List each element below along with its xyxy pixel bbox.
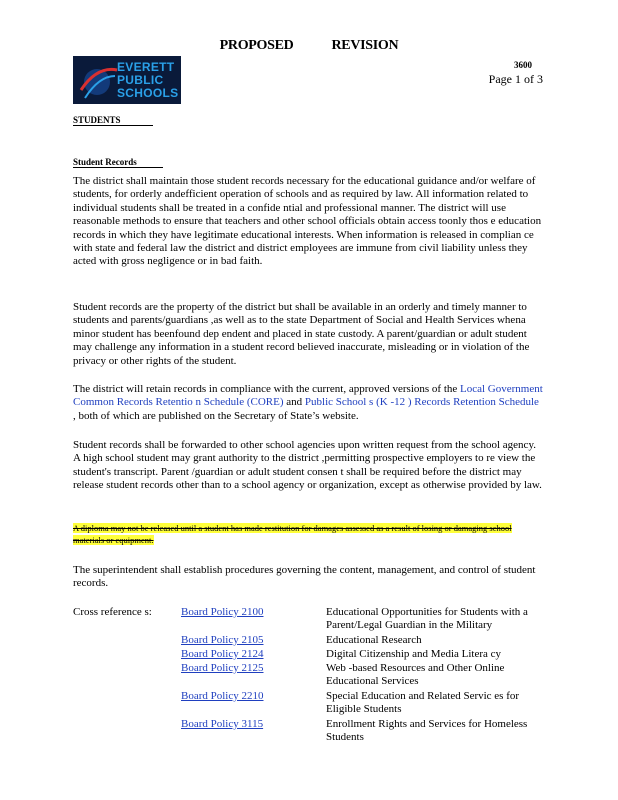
title-revision: REVISION (331, 38, 399, 53)
board-policy-2124-link[interactable]: Board Policy 2124 (181, 648, 264, 660)
cross-reference-description: Educational Research (326, 634, 422, 646)
paragraph-2: Student records are the property of the district but shall be available in an orderly and timely manner to students and parents/guardians ,as well as to the state Department of Social and Health Services whena minor student has beenfound dep endent and placed in state custody. A parent/guardian or adult student may challenge any information in a student record believed inaccurate, misleading or in violation of the privacy or other rights of the student. (73, 301, 530, 367)
paragraph-1: The district shall maintain those student records necessary for the educational guidance and/or welfare of students, for orderly andefficient operation of schools and as required by law. All information related to individual students shall be treated in a confide ntial and professional manner. The district will use reasonable methods to ensure that teachers and other school officials obtain access toonly thos e education records in which they have legitimate educational interests. When information is released in complian ce with state and federal law the district and district employees are immune from civil liability unless they acted with gross negligence or in bad faith. (73, 175, 542, 268)
subheading: Student Records (73, 157, 163, 168)
p3-text-before: The district will retain records in compliance with the current, approved versions of the (73, 383, 461, 395)
globe-swoosh-icon (79, 60, 119, 100)
paragraph-3 (73, 383, 543, 423)
k12-schedule-link[interactable]: Public School s (K -12 ) Records Retention Schedule (304, 396, 539, 409)
cross-reference-label: Cross reference s: (73, 606, 152, 618)
board-policy-2210-link[interactable]: Board Policy 2210 (181, 690, 264, 702)
section-heading: STUDENTS (73, 115, 153, 126)
paragraph-4: Student records shall be forwarded to other school agencies upon written request from the school agency. A high school student may grant authority to the district ,permitting prospective employers to re view the student's transcript. Parent /guardian or adult student consen t shall be required before the district may release student records other than to a school agency or organization, except as otherwise provided by law. (73, 439, 542, 492)
document-title (0, 38, 618, 54)
core-schedule-link[interactable]: Local Government Common Records Retentio n Schedule (CORE) (73, 383, 543, 409)
cross-reference-description: Digital Citizenship and Media Litera cy (326, 648, 502, 660)
cross-reference-description: Web -based Resources and Other Online Educational Services (326, 662, 505, 688)
paragraph-6: The superintendent shall establish procedures governing the content, management, and control of student records. (73, 564, 536, 590)
p3-text-mid: and (283, 396, 305, 409)
board-policy-2100-link[interactable]: Board Policy 2100 (181, 606, 264, 618)
cross-reference-description: Special Education and Related Servic es for Eligible Students (326, 690, 520, 716)
everett-public-schools-logo (73, 56, 181, 104)
board-policy-2105-link[interactable]: Board Policy 2105 (181, 634, 264, 646)
page-number: Page 1 of 3 (488, 72, 543, 86)
title-proposed: PROPOSED (219, 38, 294, 53)
p3-text-after: , both of which are published on the Secretary of State’s website. (73, 409, 359, 422)
logo-word-3: SCHOOLS (117, 86, 179, 100)
cross-reference-description: Educational Opportunities for Students with a Parent/Legal Guardian in the Military (326, 606, 528, 632)
policy-number: 3600 (514, 60, 532, 70)
board-policy-2125-link[interactable]: Board Policy 2125 (181, 662, 264, 674)
cross-reference-description: Enrollment Rights and Services for Homeless Students (326, 718, 528, 744)
logo-word-1: EVERETT (117, 60, 175, 74)
struck-diploma-paragraph (73, 522, 543, 546)
board-policy-3115-link[interactable]: Board Policy 3115 (181, 718, 264, 730)
logo-word-2: PUBLIC (117, 73, 164, 87)
struck-text: A diploma may not be released until a student has made restitution for damages assessed as a result of losing or damaging school materials or equipment. (73, 523, 512, 545)
